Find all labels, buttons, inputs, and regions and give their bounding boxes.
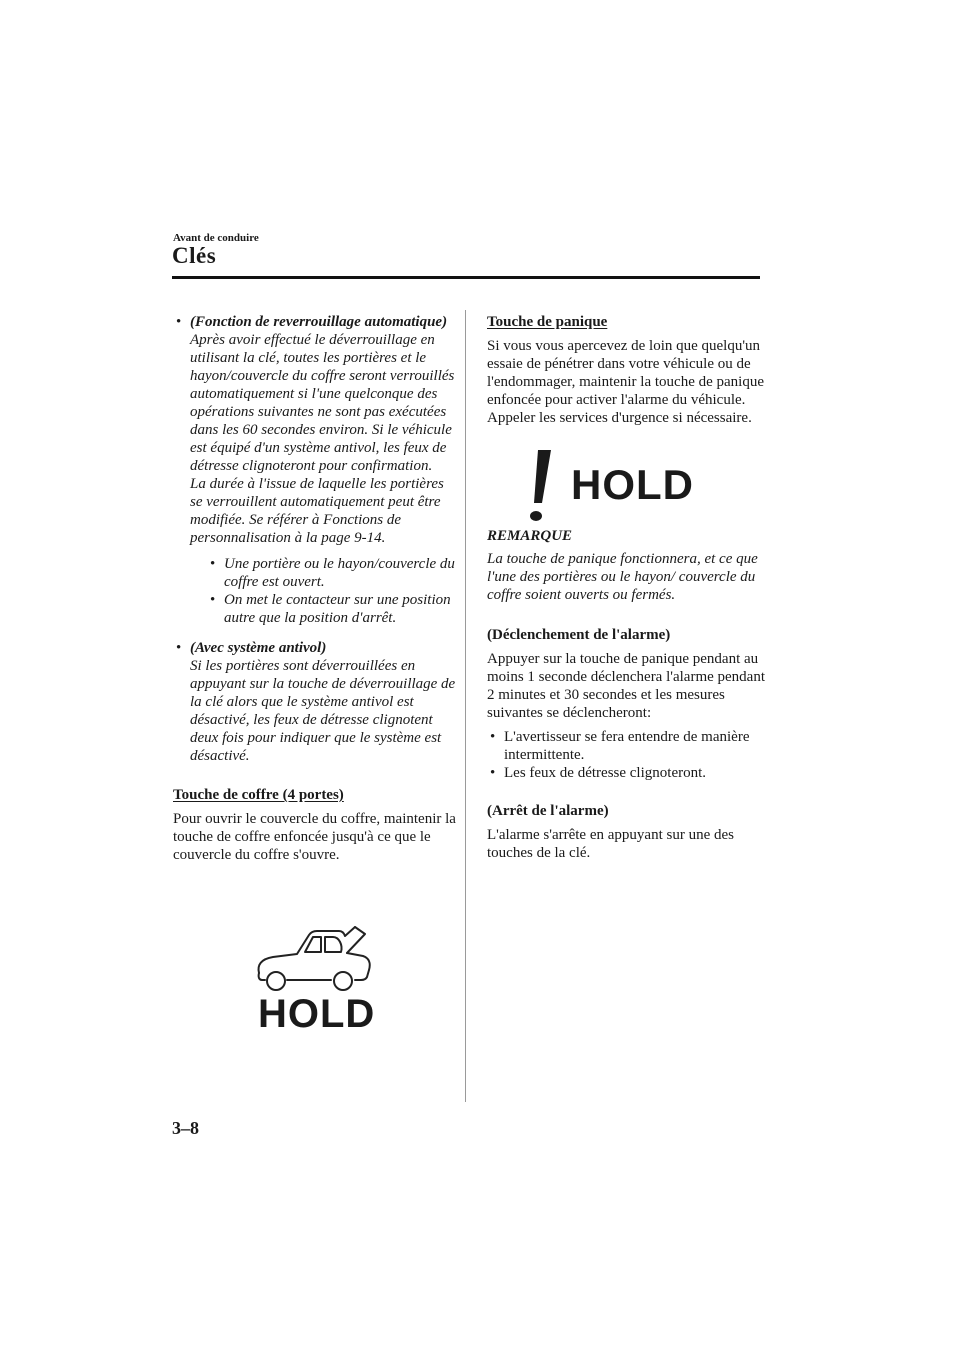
trunk-hold-label: HOLD bbox=[258, 992, 376, 1036]
alarm-trigger-heading: (Déclenchement de l'alarme) bbox=[487, 627, 671, 643]
sub-list-item: • On met le contacteur sur une position autre que la position d'arrêt. bbox=[210, 592, 451, 626]
bullet-icon: • bbox=[176, 314, 182, 330]
panic-hold-label: HOLD bbox=[571, 461, 694, 508]
list-item: • L'avertisseur se fera entendre de manière intermittente. bbox=[490, 729, 750, 763]
bullet-icon: • bbox=[210, 592, 216, 608]
bullet-icon: • bbox=[176, 640, 182, 656]
bullet-icon: • bbox=[210, 556, 216, 572]
alarm-trigger-section bbox=[487, 626, 772, 782]
list-item: • Les feux de détresse clignoteront. bbox=[490, 765, 707, 781]
panic-text: Si vous vous apercevez de loin que quelqu'un essaie de pénétrer dans votre véhicule ou de l'endommager, maintenir la touche de panique enfoncée pour activer l'alarme du véhicule. Appeler les services d'urgence si nécessaire. bbox=[487, 338, 765, 426]
notice-heading: REMARQUE bbox=[487, 528, 573, 544]
alarm-trigger-list bbox=[487, 728, 772, 782]
panic-section bbox=[487, 313, 772, 427]
panic-heading: Touche de panique bbox=[487, 314, 608, 330]
list-item-auto-relock bbox=[173, 313, 458, 627]
alarm-trigger-text: Appuyer sur la touche de panique pendant au moins 1 seconde déclenchera l'alarme pendant 2 minutes et 30 secondes et les mesures suivantes se déclencheront: bbox=[487, 651, 765, 721]
trunk-heading: Touche de coffre (4 portes) bbox=[173, 787, 344, 803]
column-divider bbox=[465, 310, 466, 1102]
chapter-title: Clés bbox=[172, 243, 217, 268]
item-text-2: La durée à l'issue de laquelle les portières se verrouillent automatiquement peut être modifiée. Se référer à Fonctions de personnalisation à la page 9-14. bbox=[190, 476, 444, 546]
sub-list bbox=[207, 555, 458, 627]
sub-list-item: • Une portière ou le hayon/couvercle du coffre est ouvert. bbox=[210, 556, 455, 590]
item-title: (Avec système antivol) bbox=[190, 640, 327, 656]
trunk-section bbox=[173, 786, 458, 864]
alarm-stop-section bbox=[487, 802, 772, 862]
item-text: Après avoir effectué le déverrouillage en utilisant la clé, toutes les portières et le hayon/couvercle du coffre seront verrouillés automatiquement si l'une quelconque des opérations suivantes ne sont pas exécutées dans les 60 secondes environ. Si le véhicule est équipé d'un système antivol, les feux de détresse clignoteront pour confirmation. bbox=[190, 332, 455, 474]
trunk-text: Pour ouvrir le couvercle du coffre, maintenir la touche de coffre enfoncée jusqu'à ce que le couvercle du coffre s'ouvre. bbox=[173, 811, 456, 863]
bullet-icon: • bbox=[490, 729, 496, 745]
list-item-antitheft bbox=[173, 639, 458, 765]
section-label: Avant de conduire bbox=[173, 232, 259, 244]
alarm-stop-heading: (Arrêt de l'alarme) bbox=[487, 803, 609, 819]
item-text: Si les portières sont déverrouillées en appuyant sur la touche de déverrouillage de la clé alors que le système antivol est désactivé, les feux de détresse clignotent deux fois pour indiquer que le système est désactivé. bbox=[190, 658, 456, 764]
alarm-stop-text: L'alarme s'arrête en appuyant sur une des touches de la clé. bbox=[487, 827, 734, 861]
notice-text: La touche de panique fonctionnera, et ce que l'une des portières ou le hayon/ couvercle du coffre soient ouverts ou fermés. bbox=[487, 551, 758, 603]
notice-box bbox=[487, 527, 772, 604]
left-column bbox=[173, 313, 458, 864]
header-rule bbox=[172, 276, 760, 279]
right-column bbox=[487, 313, 772, 862]
item-title: (Fonction de reverrouillage automatique) bbox=[190, 314, 448, 330]
page-number: 3–8 bbox=[172, 1118, 199, 1138]
bullet-icon: • bbox=[490, 765, 496, 781]
